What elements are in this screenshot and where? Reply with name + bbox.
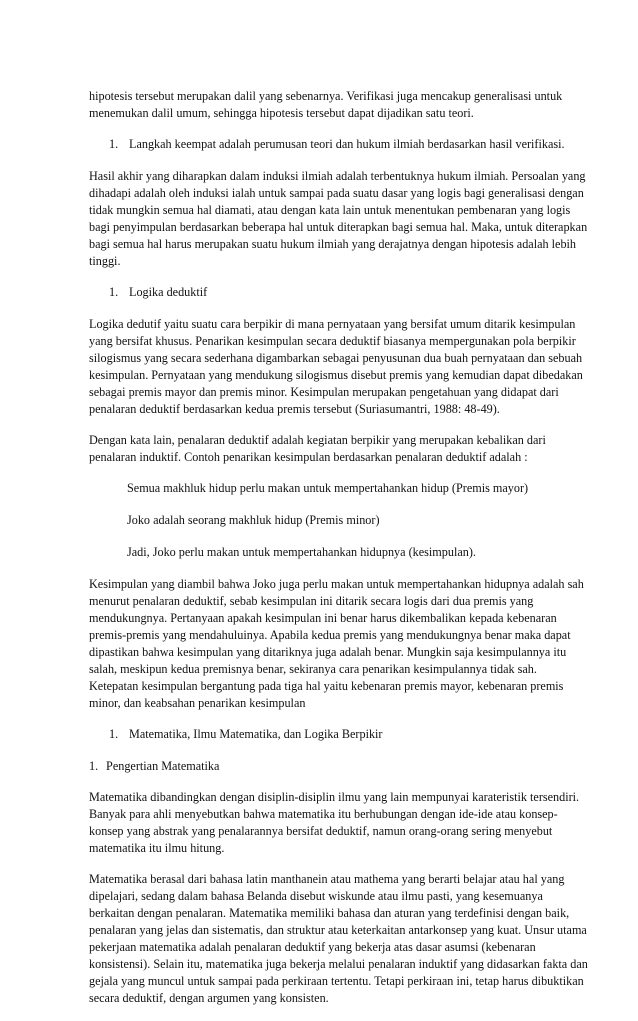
list-number: 1. [109, 285, 119, 299]
paragraph: Matematika berasal dari bahasa latin manthanein atau mathema yang berarti belajar atau hal yang dipelajari, sedang dalam bahasa Belanda disebut wiskunde atau ilmu pasti, yang kesemuanya berkaitan dengan penalaran. Matematika memiliki bahasa dan aturan yang terdefinisi dengan baik, penalaran yang jelas dan sistematis, dan struktur atau keterkaitan antarkonsep yang kuat. Unsur utama pekerjaan matematika adalah penalaran deduktif yang bekerja atas dasar asumsi (kebenaran konsistensi). Selain itu, matematika juga bekerja melalui penalaran induktif yang didasarkan fakta dan gejala yang muncul untuk sampai pada perkiraan tertentu. Tetapi perkiraan ini, tetap harus dibuktikan secara deduktif, dengan argumen yang konsisten. [89, 872, 588, 1005]
paragraph: Matematika dibandingkan dengan disiplin-disiplin ilmu yang lain mempunyai karateristik tersendiri. Banyak para ahli menyebutkan bahwa matematika itu berhubungan dengan ide-ide atau konsep-konsep yang abstrak yang penalarannya bersifat deduktif, namun orang-orang sering menyebut matematika itu ilmu hitung. [89, 790, 580, 855]
heading-number: 1. [89, 759, 99, 773]
list-item [89, 726, 589, 743]
paragraph: hipotesis tersebut merupakan dalil yang sebenarnya. Verifikasi juga mencakup generalisasi untuk menemukan dalil umum, sehingga hipotesis tersebut dapat dijadikan satu teori. [89, 89, 563, 120]
section-heading [89, 758, 589, 775]
paragraph: Kesimpulan yang diambil bahwa Joko juga perlu makan untuk mempertahankan hidupnya adalah sah menurut penalaran deduktif, sebab kesimpulan ini ditarik secara logis dari dua premis yang mendukungnya. Pertanyaan apakah kesimpulan ini benar harus dikembalikan kepada kebenaran premis-premis yang mendahuluinya. Apabila kedua premis yang mendukungnya benar maka dapat dipastikan bahwa kesimpulan yang ditariknya juga adalah benar. Mungkin saja kesimpulannya itu salah, meskipun kedua premisnya benar, sekiranya cara penarikan kesimpulannya tidak sah. Ketepatan kesimpulan bergantung pada tiga hal yaitu kebenaran premis mayor, kebenaran premis minor, dan keabsahan penarikan kesimpulan [89, 577, 584, 710]
list-text: Langkah keempat adalah perumusan teori dan hukum ilmiah berdasarkan hasil verifikasi. [129, 137, 565, 151]
paragraph: Logika dedutif yaitu suatu cara berpikir di mana pernyataan yang bersifat umum ditarik kesimpulan yang bersifat khusus. Penarikan kesimpulan secara deduktif biasanya mempergunakan pola berpikir silogismus yang secara sederhana digambarkan sebagai penyusunan dua buah pernyataan dan sebuah kesimpulan. Pernyataan yang mendukung silogismus disebut premis yang kemudian dapat dibedakan sebagai premis mayor dan premis minor. Kesimpulan merupakan pengetahuan yang didapat dari penalaran deduktif berdasarkan kedua premis tersebut (Suriasumantri, 1988: 48-49). [89, 317, 583, 416]
document-page [89, 88, 589, 1021]
list-item [89, 136, 589, 153]
example-premis-minor: Joko adalah seorang makhluk hidup (Premis minor) [127, 513, 380, 527]
example-premis-mayor: Semua makhluk hidup perlu makan untuk mempertahankan hidup (Premis mayor) [127, 481, 529, 495]
list-text: Matematika, Ilmu Matematika, dan Logika Berpikir [129, 727, 383, 741]
list-text: Logika deduktif [129, 285, 208, 299]
paragraph: Dengan kata lain, penalaran deduktif adalah kegiatan berpikir yang merupakan kebalikan dari penalaran induktif. Contoh penarikan kesimpulan berdasarkan penalaran deduktif adalah : [89, 433, 546, 464]
example-kesimpulan: Jadi, Joko perlu makan untuk mempertahankan hidupnya (kesimpulan). [127, 545, 476, 559]
list-number: 1. [109, 137, 119, 151]
heading-text: Pengertian Matematika [106, 759, 220, 773]
list-item [89, 284, 589, 301]
list-number: 1. [109, 727, 119, 741]
paragraph: Hasil akhir yang diharapkan dalam induksi ilmiah adalah terbentuknya hukum ilmiah. Persoalan yang dihadapi adalah oleh induksi ialah untuk sampai pada suatu dasar yang logis bagi generalisasi dengan tidak mungkin semua hal diamati, atau dengan kata lain untuk menentukan pembenaran yang logis bagi penyimpulan berdasarkan beberapa hal untuk diterapkan bagi semua hal. Maka, untuk diterapkan bagi semua hal harus merupakan suatu hukum ilmiah yang derajatnya dengan hipotesis adalah lebih tinggi. [89, 169, 588, 268]
